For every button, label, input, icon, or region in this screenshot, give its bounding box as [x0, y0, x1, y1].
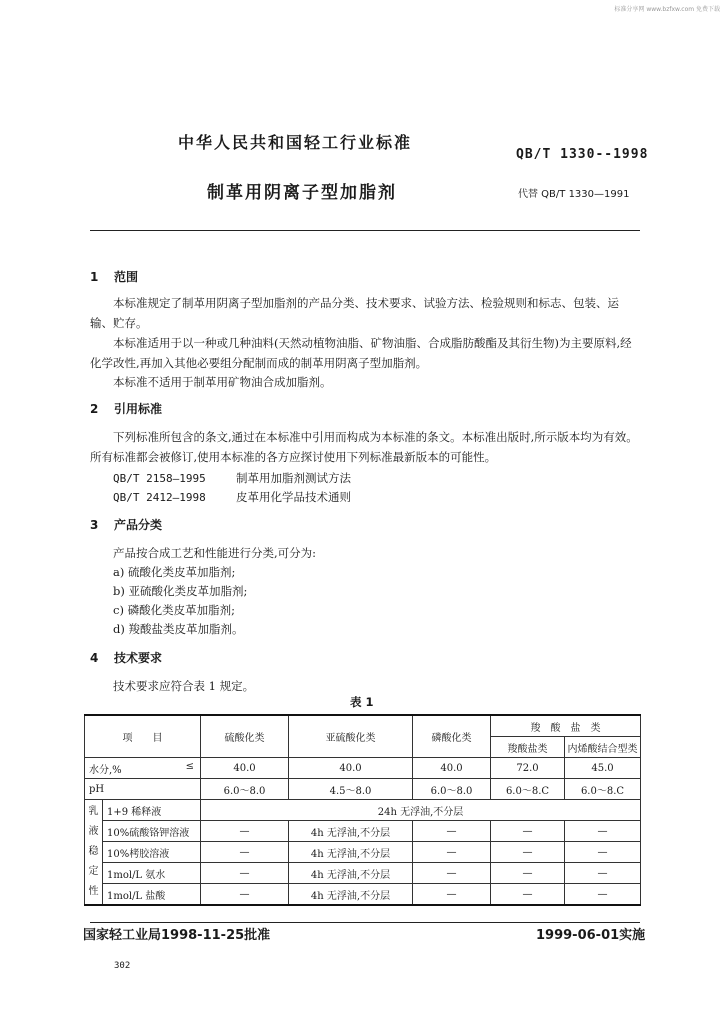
row-label-water [85, 758, 201, 779]
page-number: 302 [114, 961, 131, 971]
table-cell: 40.0 [201, 758, 289, 779]
section-3-heading [90, 516, 162, 533]
operator: ≤ [185, 760, 194, 772]
table-cell: 4h 无浮油,不分层 [289, 863, 413, 884]
row-label: pH [85, 779, 201, 800]
section-4-paragraph-1: 技术要求应符合表 1 规定。 [113, 679, 255, 693]
section-title: 引用标准 [114, 402, 163, 416]
reference-code: QB/T 2158—1995 [113, 472, 206, 485]
classification-item: c) 磷酸化类皮革加脂剂; [113, 603, 235, 617]
header-sulfated: 硫酸化类 [201, 715, 289, 758]
header-phosphated: 磷酸化类 [413, 715, 491, 758]
standard-code: QB/T 1330--1998 [516, 147, 649, 162]
table-row [85, 779, 641, 800]
table-cell: 6.0～8.0 [201, 779, 289, 800]
section-title: 技术要求 [114, 651, 163, 665]
section-4-heading [90, 649, 162, 666]
header-divider [90, 230, 640, 231]
reference-name: 皮革用化学品技术通则 [236, 490, 351, 504]
table-cell: 40.0 [413, 758, 491, 779]
table-cell: — [201, 884, 289, 906]
section-1-heading [90, 268, 138, 285]
section-1-paragraph-1: 本标准规定了制革用阴离子型加脂剂的产品分类、技术要求、试验方法、检验规则和标志、包装、运输、贮存。 [90, 296, 619, 330]
row-label: 1mol/L 盐酸 [103, 884, 201, 906]
requirements-table [84, 714, 641, 906]
section-number: 4 [90, 651, 99, 665]
table-cell: — [201, 821, 289, 842]
reference-item [113, 470, 351, 486]
classification-item: d) 羧酸盐类皮革加脂剂。 [113, 622, 244, 636]
table-caption: 表 1 [350, 695, 374, 709]
table-cell: 72.0 [491, 758, 565, 779]
table-cell: — [565, 821, 641, 842]
replaces-note: 代替 QB/T 1330—1991 [518, 189, 630, 200]
section-number: 1 [90, 270, 99, 284]
stability-group-label: 乳液稳定性 [85, 800, 103, 906]
table-cell: — [565, 884, 641, 906]
table-cell: — [413, 842, 491, 863]
table-row [85, 758, 641, 779]
table-cell: 40.0 [289, 758, 413, 779]
table-cell-merged: 24h 无浮油,不分层 [201, 800, 641, 821]
table-row [85, 800, 641, 821]
section-2-heading [90, 400, 162, 417]
table-cell: — [565, 842, 641, 863]
table-cell: 6.0～8.C [491, 779, 565, 800]
row-label: 1mol/L 氨水 [103, 863, 201, 884]
classification-item: b) 亚硫酸化类皮革加脂剂; [113, 584, 248, 598]
header-carboxylate-b: 内烯酸结合型类 [565, 737, 641, 758]
table-cell: — [491, 863, 565, 884]
table-cell: 4h 无浮油,不分层 [289, 821, 413, 842]
table-cell: 45.0 [565, 758, 641, 779]
watermark-text: 标准分享网 www.bzfxw.com 免费下载 [614, 6, 720, 13]
table-cell: — [413, 863, 491, 884]
section-number: 3 [90, 518, 99, 532]
section-title: 范围 [114, 270, 139, 284]
row-label: 10%硫酸铬钾溶液 [103, 821, 201, 842]
reference-code: QB/T 2412—1998 [113, 491, 206, 504]
section-1-paragraph-3: 本标准不适用于制革用矿物油合成加脂剂。 [113, 375, 332, 389]
section-1-paragraph-2: 本标准适用于以一种或几种油料(天然动植物油脂、矿物油脂、合成脂肪酸酯及其衍生物)为主要原料,经化学改性,再加入其他必要组分配制而成的制革用阴离子型加脂剂。 [90, 336, 632, 370]
header-carboxylate: 羧 酸 盐 类 [491, 715, 641, 737]
classification-item: a) 硫酸化类皮革加脂剂; [113, 565, 236, 579]
table-cell: 6.0～8.0 [413, 779, 491, 800]
table-row [85, 884, 641, 906]
table-cell: — [201, 863, 289, 884]
table-row [85, 821, 641, 842]
standard-organization: 中华人民共和国轻工行业标准 [178, 133, 413, 152]
section-3-paragraph-1: 产品按合成工艺和性能进行分类,可分为: [113, 546, 317, 560]
table-cell: — [491, 821, 565, 842]
table-cell: — [565, 863, 641, 884]
row-label: 1+9 稀释液 [103, 800, 201, 821]
reference-item [113, 489, 351, 505]
document-title: 制革用阴离子型加脂剂 [207, 183, 397, 203]
section-2-paragraph-1: 下列标准所包含的条文,通过在本标准中引用而构成为本标准的条文。本标准出版时,所示版本均为有效。所有标准都会被修订,使用本标准的各方应探讨使用下列标准最新版本的可能性。 [90, 430, 638, 464]
table-cell: 4.5～8.0 [289, 779, 413, 800]
header-item: 项 目 [85, 715, 201, 758]
table-cell: 4h 无浮油,不分层 [289, 842, 413, 863]
table-cell: 4h 无浮油,不分层 [289, 884, 413, 906]
row-label: 水分,% [89, 764, 122, 776]
section-number: 2 [90, 402, 99, 416]
header-sulfited: 亚硫酸化类 [289, 715, 413, 758]
approval-line: 国家轻工业局1998-11-25批准 [83, 928, 271, 943]
reference-name: 制革用加脂剂测试方法 [236, 471, 351, 485]
implementation-date: 1999-06-01实施 [536, 928, 646, 943]
section-title: 产品分类 [114, 518, 163, 532]
footer-divider [90, 922, 640, 923]
table-row [85, 842, 641, 863]
table-cell: 6.0～8.C [565, 779, 641, 800]
table-cell: — [413, 821, 491, 842]
row-label: 10%栲胶溶液 [103, 842, 201, 863]
table-cell: — [491, 842, 565, 863]
table-cell: — [201, 842, 289, 863]
table-cell: — [413, 884, 491, 906]
table-row [85, 863, 641, 884]
header-carboxylate-a: 羧酸盐类 [491, 737, 565, 758]
table-cell: — [491, 884, 565, 906]
